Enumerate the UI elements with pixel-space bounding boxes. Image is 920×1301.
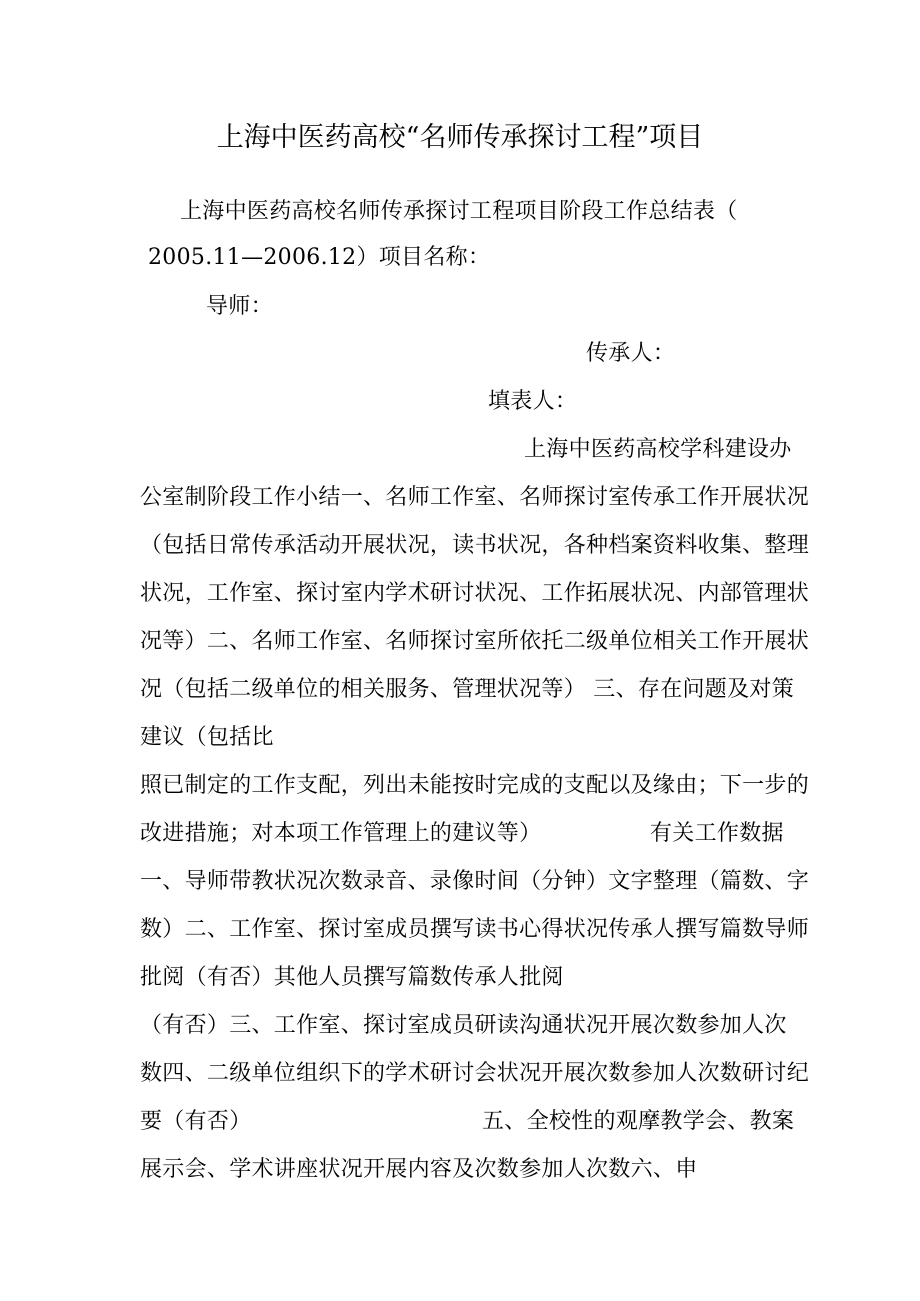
text-line: 况等）二、名师工作室、名师探讨室所依托二级单位相关工作开展状 [140, 629, 810, 654]
text-line: 五、全校性的观摩教学会、教案 [482, 1109, 795, 1134]
text-line: 状况，工作室、探讨室内学术研讨状况、工作拓展状况、内部管理状 [140, 581, 810, 606]
text-line: 展示会、学术讲座状况开展内容及次数参加人次数六、申 [140, 1157, 698, 1182]
text-line: 改进措施；对本项工作管理上的建议等） [140, 821, 542, 846]
text-line: 公室制阶段工作小结一、名师工作室、名师探讨室传承工作开展状况 [140, 485, 810, 510]
text-line: 2005.11—2006.12）项目名称： [148, 245, 491, 270]
text-line: 数四、二级单位组织下的学术研讨会状况开展次数参加人次数研讨纪 [140, 1061, 810, 1086]
text-line: 照已制定的工作支配，列出未能按时完成的支配以及缘由；下一步的 [140, 773, 810, 798]
text-line: 填表人： [488, 389, 578, 414]
text-line: 上海中医药高校学科建设办 [524, 437, 792, 462]
text-line: 要（有否） [140, 1109, 252, 1134]
text-line: （有否）三、工作室、探讨室成员研读沟通状况开展次数参加人次 [140, 1013, 787, 1038]
text-line: （包括日常传承活动开展状况，读书状况，各种档案资料收集、整理 [140, 533, 810, 558]
text-line: 一、导师带教状况次数录音、录像时间（分钟）文字整理（篇数、字 [140, 869, 810, 894]
text-line: 批阅（有否）其他人员撰写篇数传承人批阅 [140, 965, 564, 990]
text-line: 建议（包括比 [140, 725, 274, 750]
text-line: 导师： [206, 294, 273, 319]
section-heading: 有关工作数据 [650, 821, 784, 846]
text-line: 传承人： [586, 341, 676, 366]
text-line: 况（包括二级单位的相关服务、管理状况等） 三、存在问题及对策 [140, 677, 794, 702]
document-title: 上海中医药高校“名师传承探讨工程”项目 [216, 122, 704, 153]
text-line: 上海中医药高校名师传承探讨工程项目阶段工作总结表（ [180, 199, 738, 224]
text-line: 数）二、工作室、探讨室成员撰写读书心得状况传承人撰写篇数导师 [140, 917, 810, 942]
